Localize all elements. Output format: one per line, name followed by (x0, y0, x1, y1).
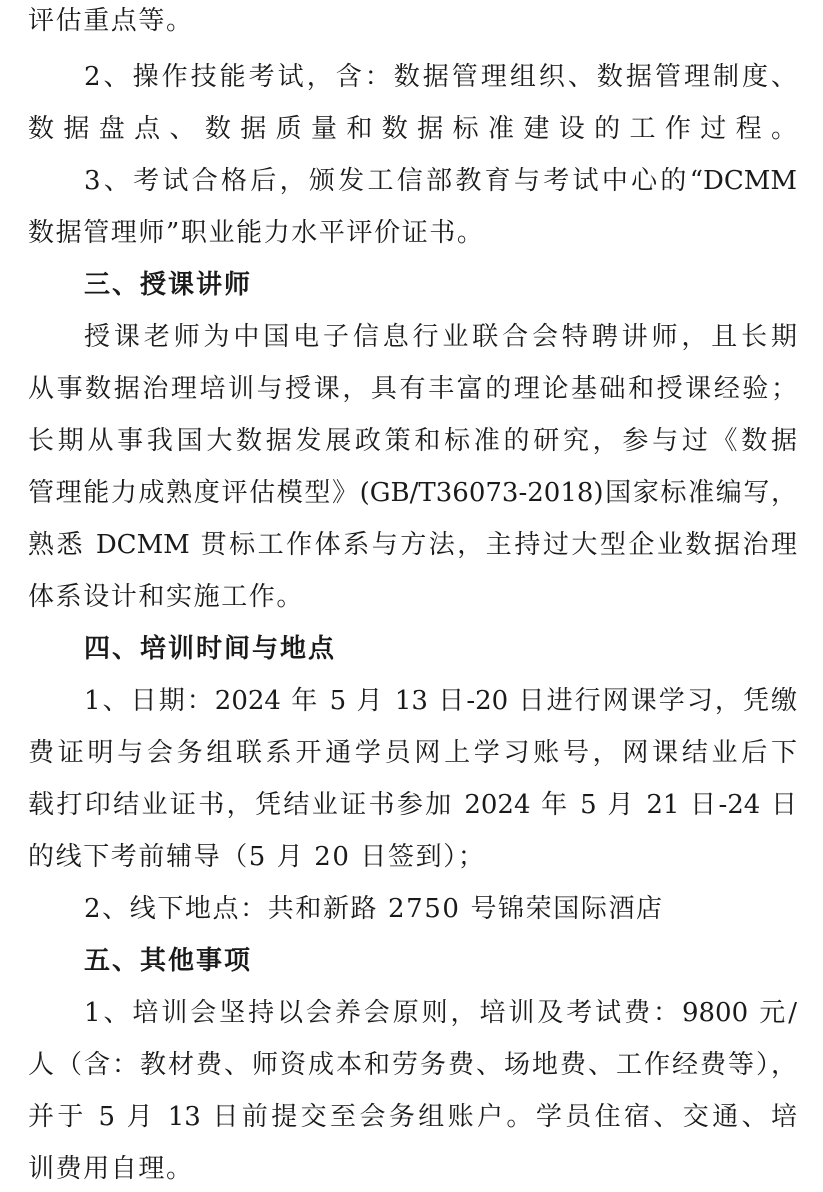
section-heading: 四、培训时间与地点 (84, 634, 337, 664)
body-line: 2、线下地点：共和新路 2750 号锦荣国际酒店 (84, 894, 664, 924)
section-heading: 三、授课讲师 (84, 270, 253, 300)
body-line: 评估重点等。 (28, 6, 194, 36)
body-line: 数据盘点、数据质量和数据标准建设的工作过程。 (28, 114, 797, 144)
body-line: 费证明与会务组联系开通学员网上学习账号，网课结业后下 (28, 738, 797, 768)
body-line: 3、考试合格后，颁发工信部教育与考试中心的“DCMM (84, 166, 797, 196)
body-line: 体系设计和实施工作。 (28, 582, 305, 612)
body-line: 长期从事我国大数据发展政策和标准的研究，参与过《数据 (28, 426, 797, 456)
body-line: 管理能力成熟度评估模型》(GB/T36073-2018)国家标准编写， (28, 478, 797, 508)
body-line: 熟悉 DCMM 贯标工作体系与方法，主持过大型企业数据治理 (28, 530, 797, 560)
body-line: 授课老师为中国电子信息行业联合会特聘讲师，且长期 (84, 322, 797, 352)
body-line: 1、日期：2024 年 5 月 13 日-20 日进行网课学习，凭缴 (84, 686, 797, 716)
body-line: 的线下考前辅导（5 月 20 日签到）； (28, 842, 486, 872)
body-line: 数据管理师”职业能力水平评价证书。 (28, 218, 485, 248)
body-line: 1、培训会坚持以会养会原则，培训及考试费：9800 元/ (84, 998, 797, 1028)
body-line: 训费用自理。 (28, 1154, 194, 1184)
body-line: 2、操作技能考试，含：数据管理组织、数据管理制度、 (84, 62, 797, 92)
body-line: 人（含：教材费、师资成本和劳务费、场地费、工作经费等）， (28, 1050, 797, 1080)
body-line: 并于 5 月 13 日前提交至会务组账户。学员住宿、交通、培 (28, 1102, 797, 1132)
body-line: 从事数据治理培训与授课，具有丰富的理论基础和授课经验； (28, 374, 797, 404)
section-heading: 五、其他事项 (84, 946, 253, 976)
body-line: 载打印结业证书，凭结业证书参加 2024 年 5 月 21 日-24 日 (28, 790, 797, 820)
